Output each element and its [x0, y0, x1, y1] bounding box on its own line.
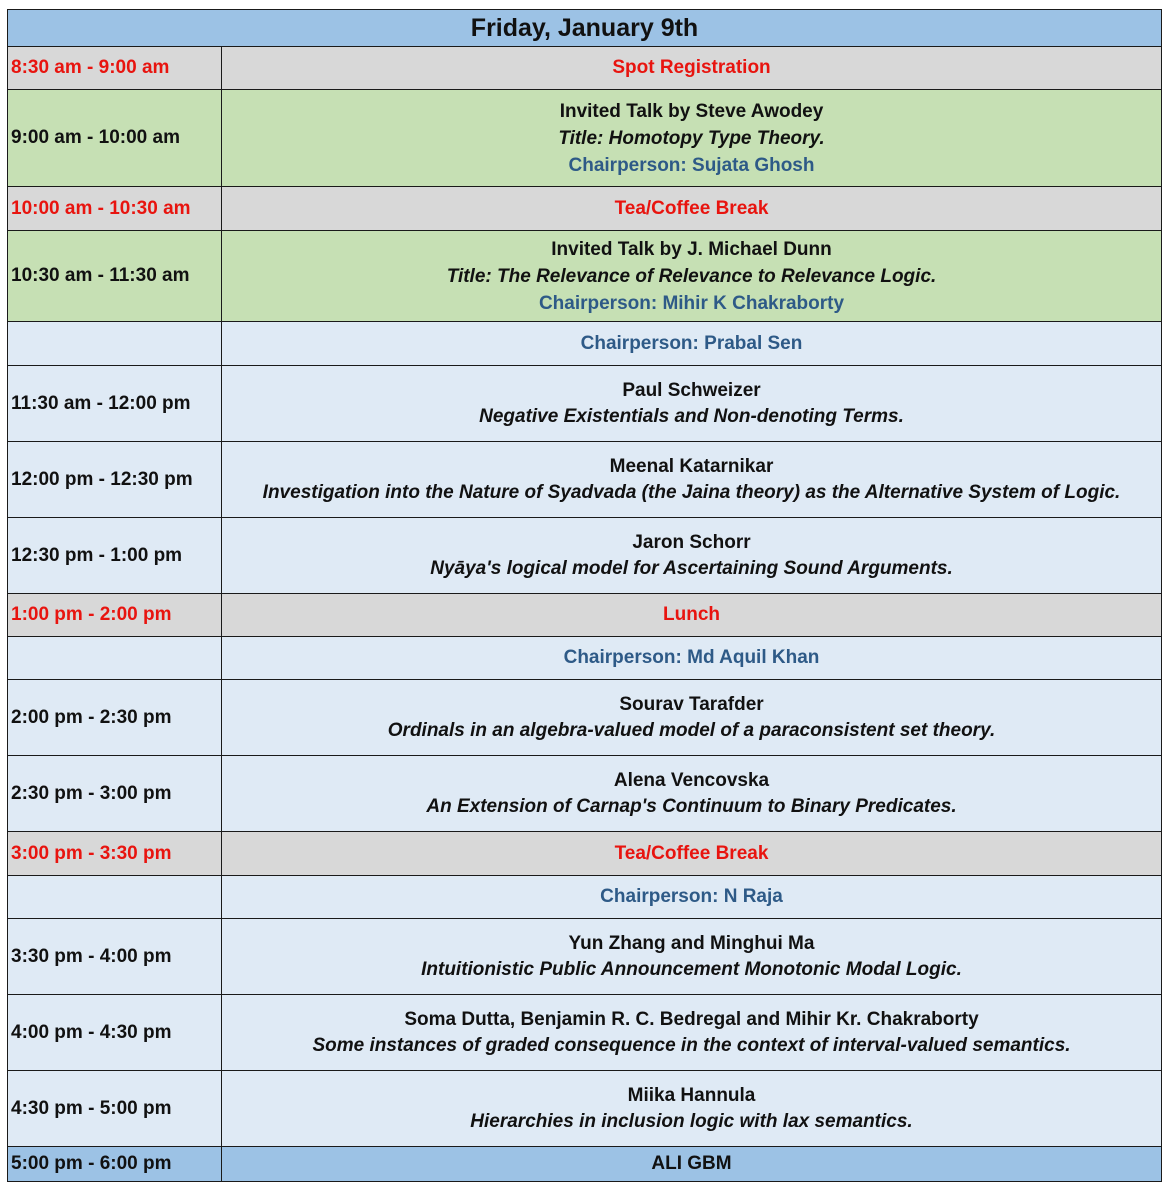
- schedule-row: [8, 187, 1162, 231]
- talk-title: Some instances of graded consequence in the context of interval-valued semantics.: [312, 1034, 1071, 1056]
- time-slot: [8, 876, 222, 919]
- talk-title: Title: Homotopy Type Theory.: [558, 127, 825, 149]
- talk-title: Intuitionistic Public Announcement Monotonic Modal Logic.: [421, 958, 962, 980]
- time-slot: 9:00 am - 10:00 am: [8, 90, 222, 187]
- invited-talk-heading: Invited Talk by J. Michael Dunn: [551, 238, 832, 260]
- event-label: Tea/Coffee Break: [222, 187, 1162, 231]
- time-slot: 5:00 pm - 6:00 pm: [8, 1147, 222, 1182]
- talk-cell: [222, 442, 1162, 518]
- schedule-row: [8, 366, 1162, 442]
- schedule-row: [8, 47, 1162, 90]
- schedule-row: [8, 756, 1162, 832]
- time-slot: 12:30 pm - 1:00 pm: [8, 518, 222, 594]
- speaker-name: Yun Zhang and Minghui Ma: [568, 932, 815, 954]
- time-slot: 4:00 pm - 4:30 pm: [8, 995, 222, 1071]
- schedule-row: [8, 231, 1162, 322]
- time-slot: 8:30 am - 9:00 am: [8, 47, 222, 90]
- talk-cell: [222, 1071, 1162, 1147]
- talk-title: Nyāya's logical model for Ascertaining Sound Arguments.: [430, 557, 953, 579]
- talk-cell: [222, 919, 1162, 995]
- talk-cell: [222, 995, 1162, 1071]
- time-slot: 11:30 am - 12:00 pm: [8, 366, 222, 442]
- time-slot: 2:30 pm - 3:00 pm: [8, 756, 222, 832]
- time-slot: [8, 637, 222, 680]
- time-slot: 1:00 pm - 2:00 pm: [8, 594, 222, 637]
- schedule-row: [8, 637, 1162, 680]
- talk-title: An Extension of Carnap's Continuum to Binary Predicates.: [426, 795, 957, 817]
- talk-cell: [222, 680, 1162, 756]
- talk-title: Title: The Relevance of Relevance to Relevance Logic.: [446, 265, 937, 287]
- day-title: Friday, January 9th: [8, 10, 1162, 47]
- schedule-row: [8, 518, 1162, 594]
- schedule-row: [8, 1147, 1162, 1182]
- event-label: ALI GBM: [222, 1147, 1162, 1182]
- speaker-name: Jaron Schorr: [632, 531, 751, 553]
- speaker-name: Soma Dutta, Benjamin R. C. Bedregal and Mihir Kr. Chakraborty: [404, 1008, 979, 1030]
- time-slot: 10:00 am - 10:30 am: [8, 187, 222, 231]
- schedule-row: [8, 919, 1162, 995]
- schedule-table: [7, 9, 1162, 1182]
- time-slot: 3:30 pm - 4:00 pm: [8, 919, 222, 995]
- schedule-row: [8, 322, 1162, 366]
- chairperson-label: Chairperson: Sujata Ghosh: [568, 154, 815, 176]
- talk-title: Investigation into the Nature of Syadvada (the Jaina theory) as the Alternative System of Logic.: [262, 481, 1121, 503]
- event-label: Spot Registration: [222, 47, 1162, 90]
- time-slot: [8, 322, 222, 366]
- speaker-name: Miika Hannula: [627, 1084, 756, 1106]
- speaker-name: Paul Schweizer: [622, 379, 761, 401]
- time-slot: 10:30 am - 11:30 am: [8, 231, 222, 322]
- schedule-row: [8, 90, 1162, 187]
- event-label: Tea/Coffee Break: [222, 832, 1162, 876]
- schedule-row: [8, 594, 1162, 637]
- schedule-row: [8, 1071, 1162, 1147]
- talk-cell: [222, 518, 1162, 594]
- time-slot: 12:00 pm - 12:30 pm: [8, 442, 222, 518]
- talk-title: Hierarchies in inclusion logic with lax semantics.: [470, 1110, 913, 1132]
- talk-cell: [222, 366, 1162, 442]
- speaker-name: Sourav Tarafder: [619, 693, 764, 715]
- event-label: Lunch: [222, 594, 1162, 637]
- schedule-row: [8, 876, 1162, 919]
- schedule-row: [8, 442, 1162, 518]
- chairperson-label: Chairperson: N Raja: [222, 876, 1162, 919]
- invited-talk-cell: [222, 231, 1162, 322]
- schedule-row: [8, 680, 1162, 756]
- time-slot: 3:00 pm - 3:30 pm: [8, 832, 222, 876]
- schedule-header-row: [8, 10, 1162, 47]
- invited-talk-heading: Invited Talk by Steve Awodey: [559, 100, 824, 122]
- time-slot: 2:00 pm - 2:30 pm: [8, 680, 222, 756]
- talk-title: Ordinals in an algebra-valued model of a paraconsistent set theory.: [387, 719, 996, 741]
- invited-talk-cell: [222, 90, 1162, 187]
- speaker-name: Meenal Katarnikar: [609, 455, 774, 477]
- schedule-row: [8, 832, 1162, 876]
- chairperson-label: Chairperson: Prabal Sen: [222, 322, 1162, 366]
- schedule-row: [8, 995, 1162, 1071]
- chairperson-label: Chairperson: Md Aquil Khan: [222, 637, 1162, 680]
- speaker-name: Alena Vencovska: [613, 769, 770, 791]
- talk-title: Negative Existentials and Non-denoting Terms.: [479, 405, 904, 427]
- talk-cell: [222, 756, 1162, 832]
- chairperson-label: Chairperson: Mihir K Chakraborty: [538, 292, 845, 314]
- time-slot: 4:30 pm - 5:00 pm: [8, 1071, 222, 1147]
